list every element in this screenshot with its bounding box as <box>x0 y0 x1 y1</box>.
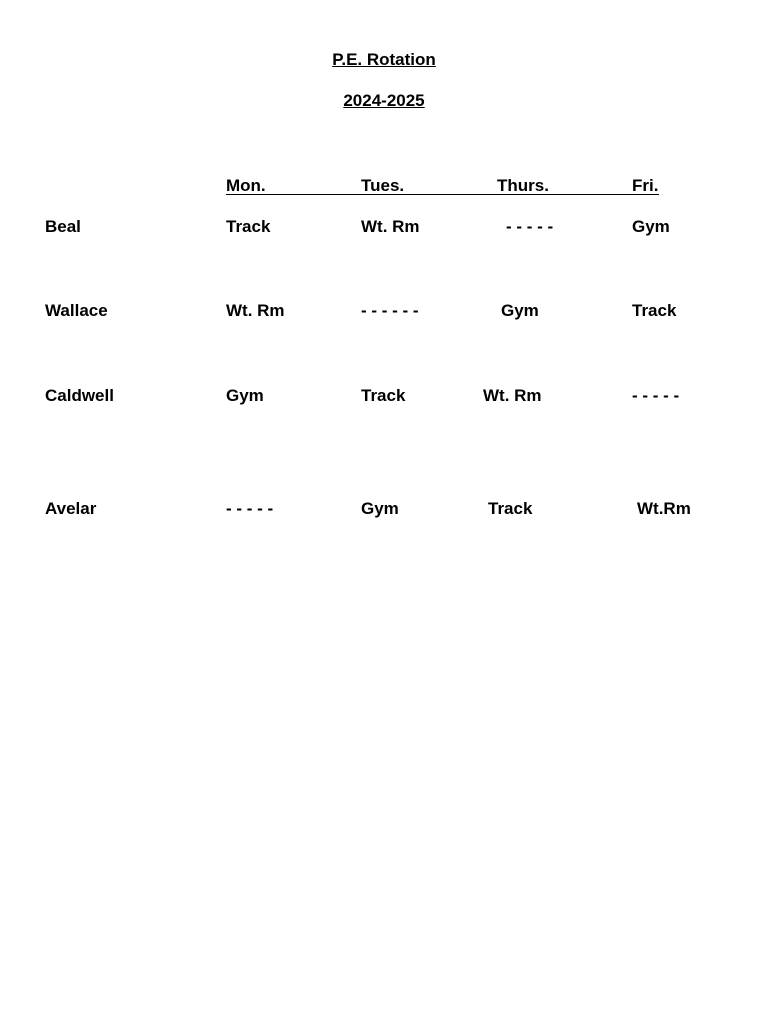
row-name-wallace: Wallace <box>45 301 108 320</box>
cell-wallace-tues: - - - - - - <box>361 301 419 320</box>
header-fri: Fri. <box>632 176 659 195</box>
cell-beal-thurs: - - - - - <box>506 217 554 236</box>
cell-wallace-fri: Track <box>632 301 677 320</box>
cell-avelar-tues: Gym <box>361 499 399 518</box>
document-title: P.E. Rotation <box>332 50 436 69</box>
cell-beal-mon: Track <box>226 217 271 236</box>
cell-beal-tues: Wt. Rm <box>361 217 420 236</box>
header-mon: Mon. <box>226 176 266 195</box>
header-underline <box>226 194 659 195</box>
header-tues: Tues. <box>361 176 405 195</box>
header-thurs: Thurs. <box>497 176 549 195</box>
row-name-caldwell: Caldwell <box>45 386 114 405</box>
row-name-avelar: Avelar <box>45 499 97 518</box>
cell-avelar-mon: - - - - - <box>226 499 274 518</box>
cell-avelar-fri: Wt.Rm <box>637 499 691 518</box>
cell-caldwell-mon: Gym <box>226 386 264 405</box>
cell-caldwell-fri: - - - - - <box>632 386 680 405</box>
cell-caldwell-thurs: Wt. Rm <box>483 386 542 405</box>
cell-caldwell-tues: Track <box>361 386 406 405</box>
cell-wallace-thurs: Gym <box>501 301 539 320</box>
row-name-beal: Beal <box>45 217 81 236</box>
cell-beal-fri: Gym <box>632 217 670 236</box>
document-year: 2024-2025 <box>343 91 425 110</box>
cell-wallace-mon: Wt. Rm <box>226 301 285 320</box>
cell-avelar-thurs: Track <box>488 499 533 518</box>
